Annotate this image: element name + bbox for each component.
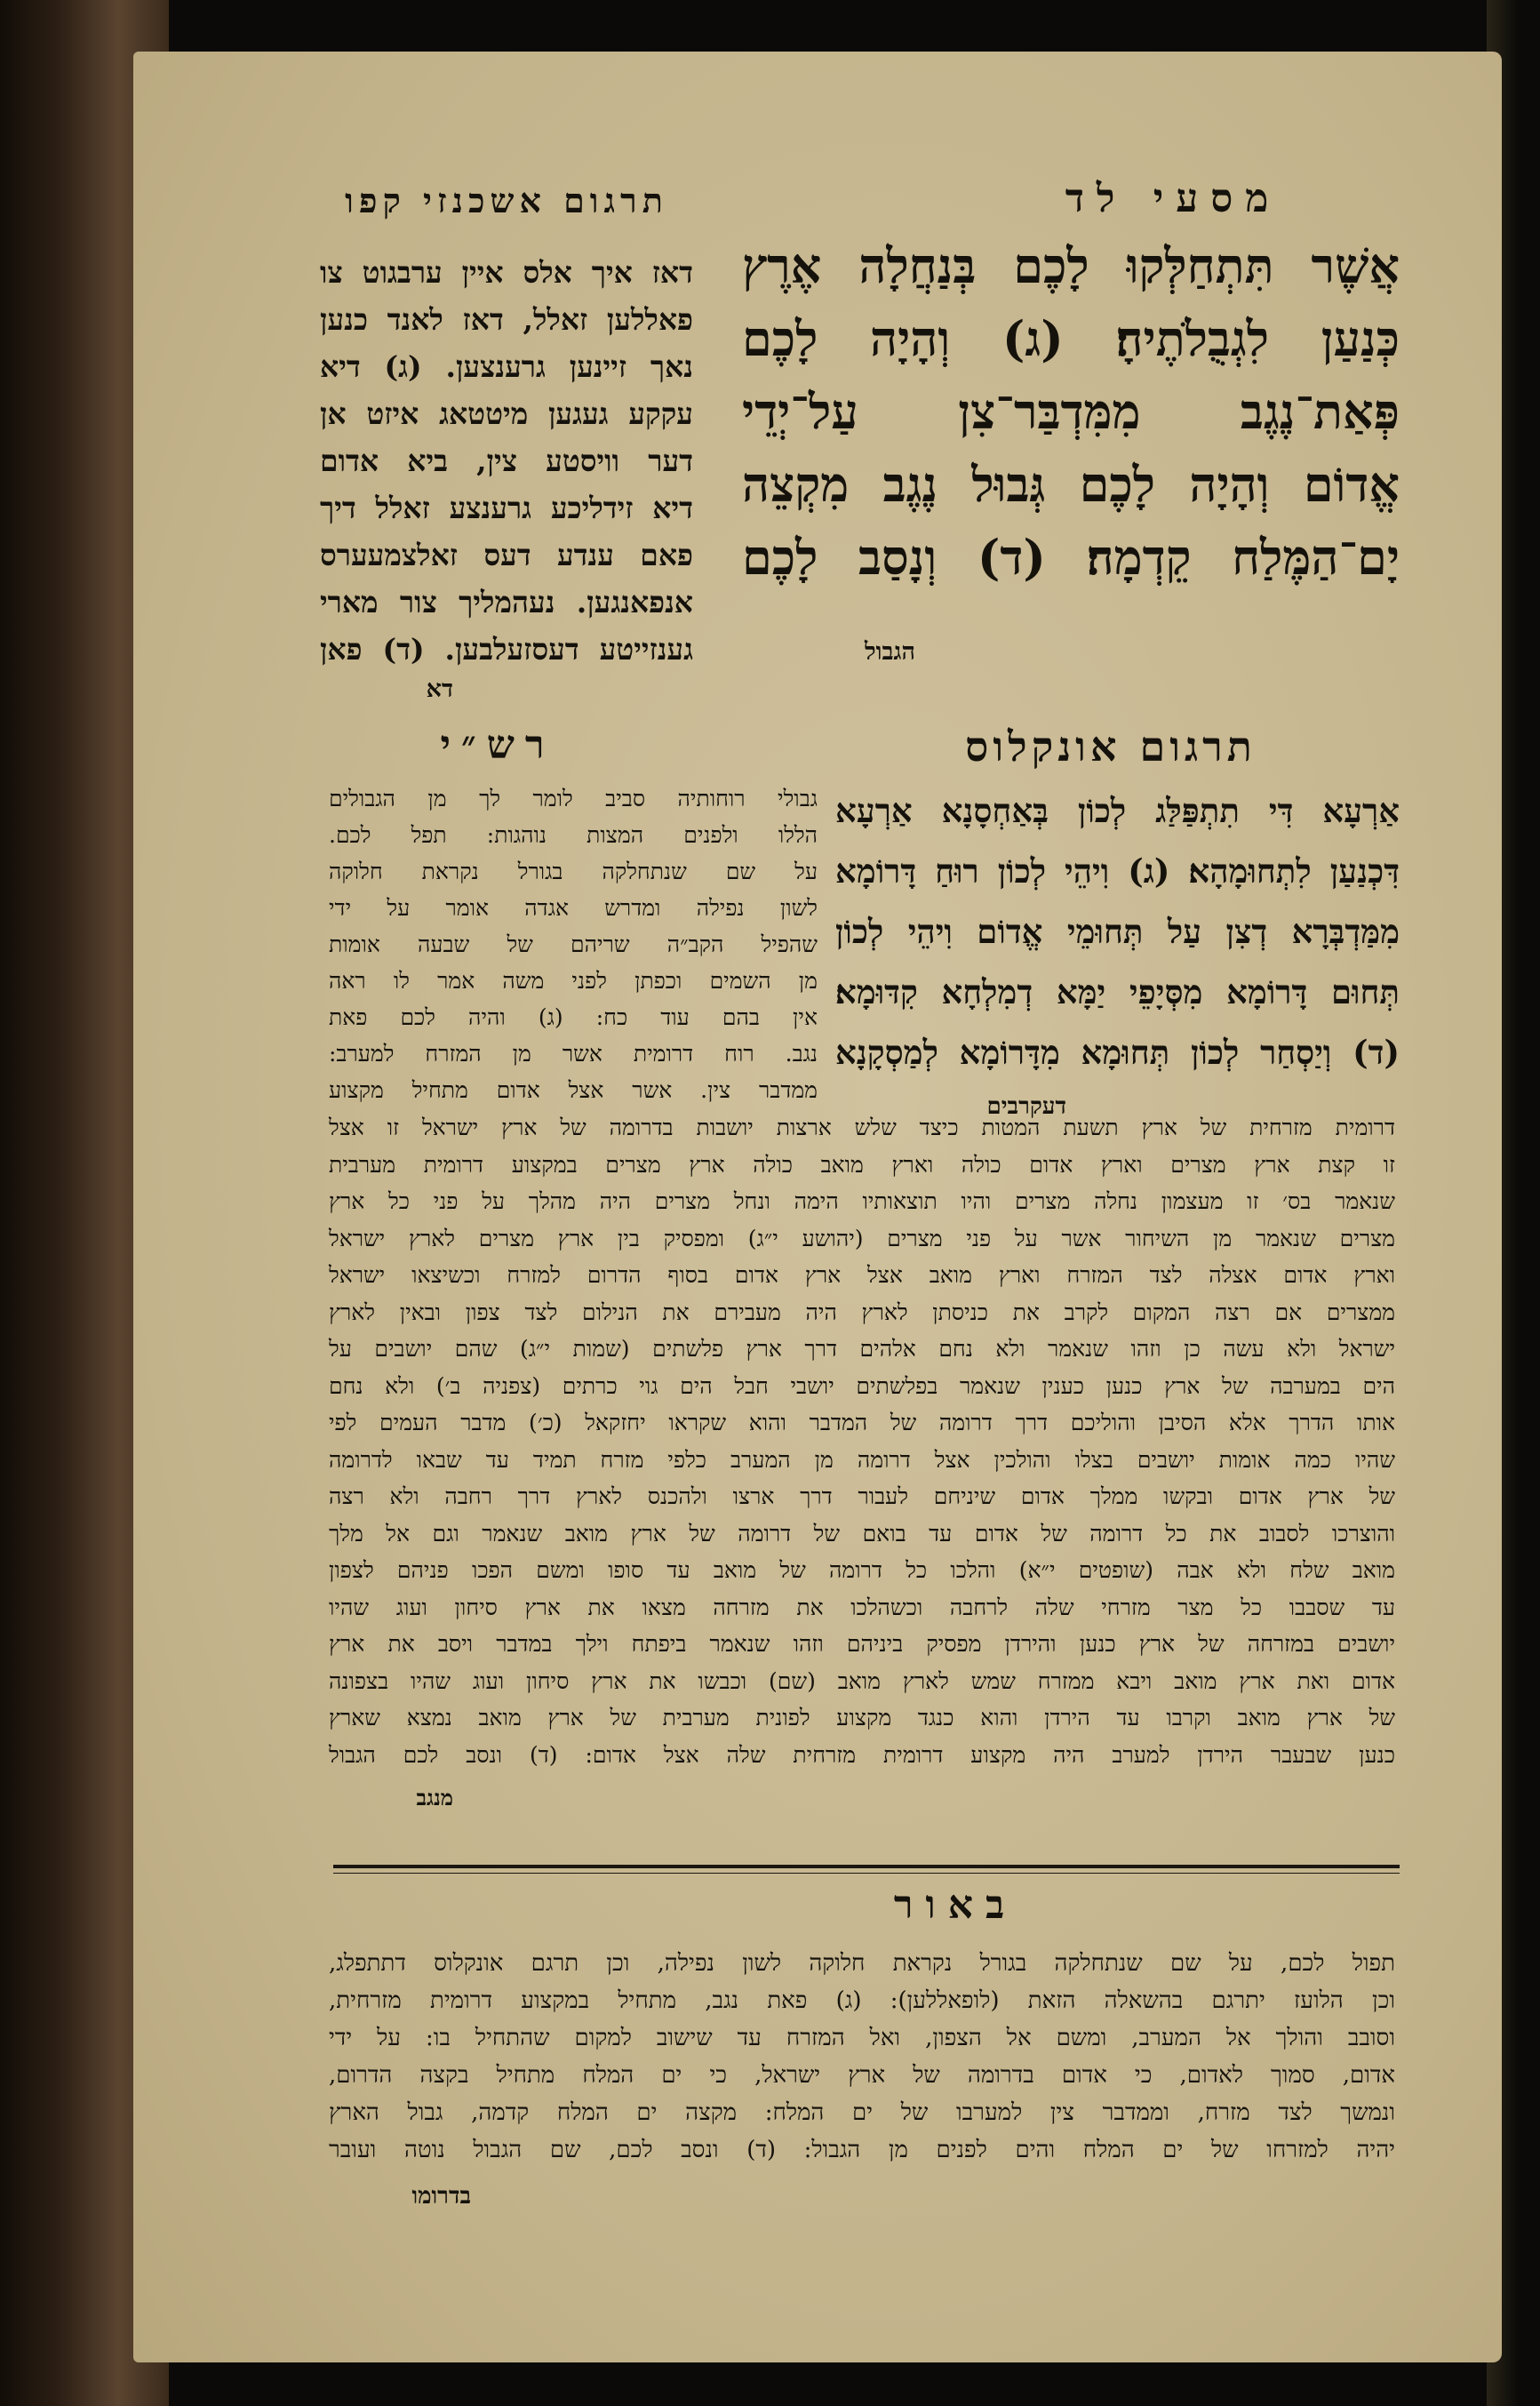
yiddish-column: [320, 249, 693, 673]
yiddish-catchword: דא: [426, 675, 453, 703]
biur-line: תפול לכם, על שם שנתחלקה בגורל נקראת חלוקה לשון נפילה, וכן תרגם אונקלוס דתתפלג,: [329, 1950, 1395, 1977]
rashi-line: אותו הדרך אלא הסיבן והוליכם דרך דרומה של המדבר והוא שקראו יחזקאל (כ׳) מדבר העמים לפי: [329, 1410, 1395, 1435]
yiddish-line: דאז איך אלס איין ערבגוט צו: [320, 255, 693, 290]
rashi-line: מן השמים וכפתן לפני משה אמר לו ראה: [329, 968, 818, 994]
onkelos-title: תרגום אונקלוס: [965, 723, 1257, 771]
rashi-line: גבולי רוחותיה סביב לומר לך מן הגבולים: [329, 786, 818, 811]
rashi-line: על שם שנתחלקה בגורל נקראת חלוקה: [329, 859, 818, 884]
rashi-line: של ארץ אדום ובקשו ממלך אדום שיניחם לעבור דרך ארצו ולהכנס לארץ דרך רחבה ולא רצה: [329, 1483, 1395, 1509]
verse-catchword: הגבול: [865, 638, 915, 666]
rashi-line: דרומית מזרחית של ארץ תשעת המטות כיצד שלש ארצות יושבות בדרומה של ארץ ישראל זו אצל: [329, 1115, 1395, 1140]
biur-block: [329, 1945, 1395, 2169]
rashi-catchword: מנגב: [416, 1785, 453, 1810]
header-parsha: מסעי לד: [1065, 176, 1281, 221]
yiddish-line: עקקע געגען מיטטאג איזט אן: [320, 396, 693, 431]
biur-title: באור: [893, 1882, 1017, 1928]
rashi-line: של ארץ מואב וקרבו עד הירדן והוא כנגד מקצוע לפונית מערבית של ארץ מואב נמצא שארץ: [329, 1705, 1395, 1731]
rashi-line: וארץ אדום אצלה לצד המזרח וארץ מואב אצל ארץ אדום בסוף הדרום למזרח וכשיצאו ישראל: [329, 1262, 1395, 1288]
rashi-line: אין בהם עוד כח: (ג) והיה לכם פאת: [329, 1004, 818, 1030]
onkelos-line: תְּחוּם דָּרוֹמָא מִסְּיָפֵי יַמָּא דְמִלְחָא קִדּוּמָא׃: [835, 972, 1400, 1011]
rashi-line: מואב שלח ולא אבה (שופטים י״א) והלכו כל דרומה של מואב עד סופו ומשם הפכו פניהם לצפון: [329, 1557, 1395, 1583]
biur-line: ונמשך לצד מזרח, וממדבר צין למערבו של ים המלח: מקצה ים המלח קדמה, גבול הארץ: [329, 2099, 1395, 2126]
verse-line: פְּאַת־נֶגֶב מִמִּדְבַּר־צִן עַל־יְדֵי: [742, 383, 1400, 440]
biur-line: אדום, סמוך לאדום, כי אדום בדרומה של ארץ ישראל, כי ים המלח מתחיל בקצה הדרום,: [329, 2062, 1395, 2089]
rashi-title: רש״י: [440, 723, 555, 768]
rashi-line: יושבים במזרחה של ארץ כנען והירדן מפסיק ביניהם וזהו שנאמר ביפתח וילך במדבר ויסב את ארץ: [329, 1631, 1395, 1657]
rashi-line: נגב. רוח דרומית אשר מן המזרח למערב:: [329, 1041, 818, 1067]
yiddish-line: פאללען זאלל, דאז לאנד כנען: [320, 302, 693, 337]
rashi-line: זו קצת ארץ מצרים וארץ אדום כולה וארץ מואב כולה ארץ מצרים במקצוע דרומית מערבית: [329, 1151, 1395, 1178]
rashi-line: מצרים שנאמר מן השיחור אשר על פני מצרים (יהושע י״ג) ומפסיק בין ארץ מצרים לארץ ישראל: [329, 1225, 1395, 1251]
rashi-line: עד שסבבו כל מצר מזרחי שלה לרחבה וכשהלכו את מזרחה מצאו את ארץ סיחון ועוג שהיו: [329, 1594, 1395, 1620]
rashi-line: לשון נפילה ומדרש אגדה אומר על ידי: [329, 895, 818, 921]
rashi-line: שנאמר בס׳ זו מעצמון נחלה מצרים והיו תוצאותיו הימה ונחל מצרים היה מהלך על פני כל ארץ: [329, 1188, 1395, 1214]
divider-rule-thin: [333, 1873, 1400, 1874]
rashi-line: אדום ואת ארץ מואב ויבא ממזרח שמש לארץ מואב (שם) וכבשו את ארץ סיחון ועוג שהיו בצפונה: [329, 1667, 1395, 1694]
rashi-line: שהיו כמה אומות יושבים בצלו והולכין אצל דרומה מן המערב כלפי מזרח תמיד עד שבאו לדרומה: [329, 1446, 1395, 1473]
rashi-line: ממצרים אם רצה המקום לקרב את כניסתן לארץ היה מעבירם את הנילום לצד צפון ובאין לארץ: [329, 1299, 1395, 1325]
rashi-line: הים במערבה של ארץ כנען כענין שנאמר בפלשתים יושבי חבל הים גוי כרתים (צפניה ב׳) ולא נחם: [329, 1372, 1395, 1399]
rashi-line: הללו ולפנים המצות נוהגות: תפל לכם.: [329, 822, 818, 848]
divider-rule-thick: [333, 1865, 1400, 1868]
onkelos-line: אַרְעָא דִּי תִתְפַּלַּג לְכוֹן בְּאַחְסָנָא אַרְעָא: [835, 791, 1400, 830]
yiddish-line: דער וויסטע צין, ביא אדום: [320, 444, 693, 478]
biur-line: וסובב והולך אל המערב, ומשם אל הצפון, ואל המזרח עד שישוב למקום שהתחיל בו: על ידי: [329, 2025, 1395, 2051]
rashi-line: ממדבר צין. אשר אצל אדום מתחיל מקצוע: [329, 1077, 818, 1103]
rashi-line: ישראל ולא עשה כן וזהו שנאמר ולא נחם אלהים דרך ארץ פלשתים (שמות י״ג) שהם יושבים על: [329, 1336, 1395, 1362]
rashi-wide-block: [329, 1109, 1395, 1773]
biur-line: וכן הלועז יתרגם בהשאלה הזאת (לופאללען): (ג) פאת נגב, מתחיל במקצוע דרומית מזרחית,: [329, 1987, 1395, 2014]
verse-line: אֲשֶׁר תִּתְחַלְּקוּ לָכֶם בְּנַחֲלָה אֶרֶץ: [742, 237, 1400, 294]
verse-line: יָם־הַמֶּלַח קֵדְמָה׃ (ד) וְנָסַב לָכֶם: [742, 529, 1400, 586]
rashi-column: [329, 780, 818, 1108]
onkelos-line: (ד) וְיַסְחַר לְכוֹן תְּחוּמָא מִדָּרוֹמָא לְמַסְקָנָא: [835, 1033, 1400, 1072]
yiddish-line: גענזייטע דעסזעלבען. (ד) פאן: [320, 632, 693, 667]
verse-line: אֱדוֹם וְהָיָה לָכֶם גְּבוּל נֶגֶב מִקְצֵה: [742, 456, 1400, 513]
rashi-line: והוצרכו לסבוב את כל דרומה של אדום עד בואם של דרומה של ארץ מואב שנאמר וגם אל מלך: [329, 1520, 1395, 1547]
onkelos-line: מִמַּדְבְּרָא דְצִן עַל תְּחוּמֵי אֱדוֹם וִיהֵי לְכוֹן: [835, 912, 1400, 951]
biur-catchword: בדרומו: [411, 2183, 471, 2210]
book-page: [133, 52, 1502, 2362]
yiddish-line: דיא זידליכע גרענצע זאלל דיך: [320, 491, 693, 525]
rashi-line: כנען שבעבר הירדן למערב היה מקצוע דרומית מזרחית שלה אצל אדום: (ד) ונסב לכם הגבול: [329, 1741, 1395, 1768]
onkelos-line: דִּכְנַעַן לִתְחוּמָהָא׃ (ג) וִיהֵי לְכוֹן רוּחַ דָּרוֹמָא: [835, 851, 1400, 891]
biur-line: יהיה למזרחו של ים המלח והים לפנים מן הגבול: (ד) ונסב לכם, שם הגבול נוטה ועובר: [329, 2137, 1396, 2163]
yiddish-line: פאם ענדע דעס זאלצמעערס: [320, 538, 693, 572]
onkelos-catchword: דעקרבים: [986, 1093, 1066, 1120]
verse-line: כְּנַעַן לִגְבֻלֹתֶיהָ׃ (ג) וְהָיָה לָכֶם: [742, 310, 1400, 367]
yiddish-line: נאך זיינען גרענצען. (ג) דיא: [320, 349, 693, 384]
rashi-line: שהפיל הקב״ה שריהם של שבעה אומות: [329, 931, 818, 957]
verse-block: [742, 229, 1400, 594]
header-targum-page: תרגום אשכנזי קפו: [345, 180, 668, 220]
onkelos-block: [835, 780, 1400, 1083]
yiddish-line: אנפאנגען. נעהמליך צור מארי: [320, 585, 693, 619]
